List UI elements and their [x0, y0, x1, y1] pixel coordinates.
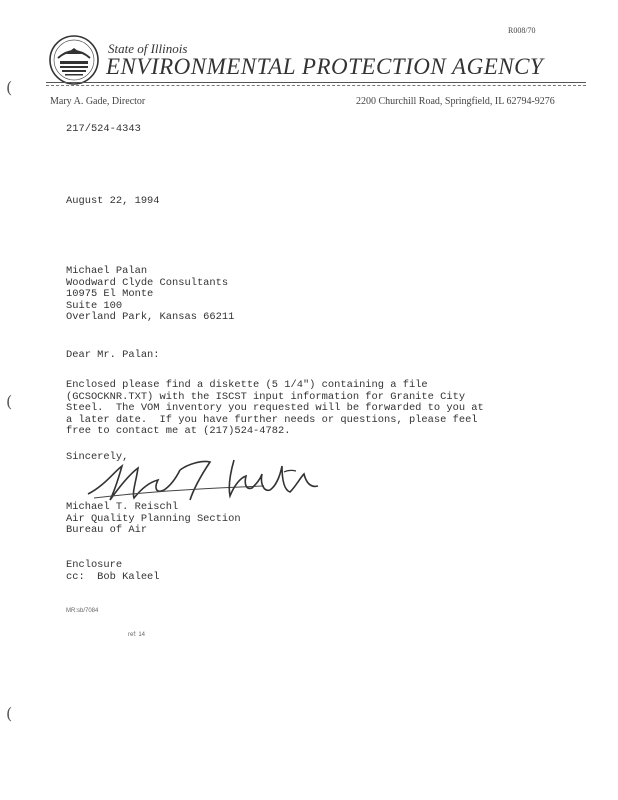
agency-name: ENVIRONMENTAL PROTECTION AGENCY — [106, 54, 544, 79]
salutation: Dear Mr. Palan: — [66, 349, 160, 361]
document-id: R008/70 — [508, 26, 536, 35]
signer-bureau: Bureau of Air — [66, 524, 148, 537]
closing: Sincerely, — [66, 451, 129, 463]
letter-date: August 22, 1994 — [66, 195, 160, 207]
body-line: free to contact me at (217)524-4782. — [66, 425, 291, 438]
enclosure-block — [66, 560, 160, 583]
margin-mark: ( — [6, 78, 13, 97]
body-line: Steel. The VOM inventory you requested will be forwarded to you at — [66, 402, 484, 415]
recipient-city: Overland Park, Kansas 66211 — [66, 311, 235, 324]
recipient-street: 10975 El Monte — [66, 288, 154, 301]
body-line: (GCSOCKNR.TXT) with the ISCST input information for Granite City — [66, 390, 466, 403]
margin-mark: ( — [6, 704, 13, 723]
recipient-company: Woodward Clyde Consultants — [66, 276, 229, 289]
state-seal-icon — [48, 34, 100, 86]
signer-block — [66, 502, 241, 537]
body-paragraph — [66, 380, 484, 438]
signer-name: Michael T. Reischl — [66, 501, 179, 513]
phone-number: 217/524-4343 — [66, 123, 141, 135]
cc-line: cc: Bob Kaleel — [66, 570, 160, 583]
enclosure-label: Enclosure — [66, 559, 123, 571]
agency-address: 2200 Churchill Road, Springfield, IL 62794-9276 — [356, 96, 555, 107]
recipient-suite: Suite 100 — [66, 299, 123, 312]
body-line: Enclosed please find a diskette (5 1/4") containing a file — [66, 379, 428, 391]
footer-code: MR:sb/7084 — [66, 608, 99, 614]
signer-section: Air Quality Planning Section — [66, 512, 241, 525]
director-name: Mary A. Gade, Director — [50, 96, 146, 107]
footer-mark: ref: 14 — [128, 632, 146, 638]
letterhead-rule-dashed — [46, 85, 586, 86]
recipient-name: Michael Palan — [66, 265, 148, 277]
letterhead-rule — [46, 82, 586, 83]
margin-mark: ( — [6, 392, 13, 411]
recipient-block — [66, 266, 234, 324]
state-name: State of Illinois — [108, 41, 188, 56]
body-line: a later date. If you have further needs or questions, please feel — [66, 413, 478, 426]
